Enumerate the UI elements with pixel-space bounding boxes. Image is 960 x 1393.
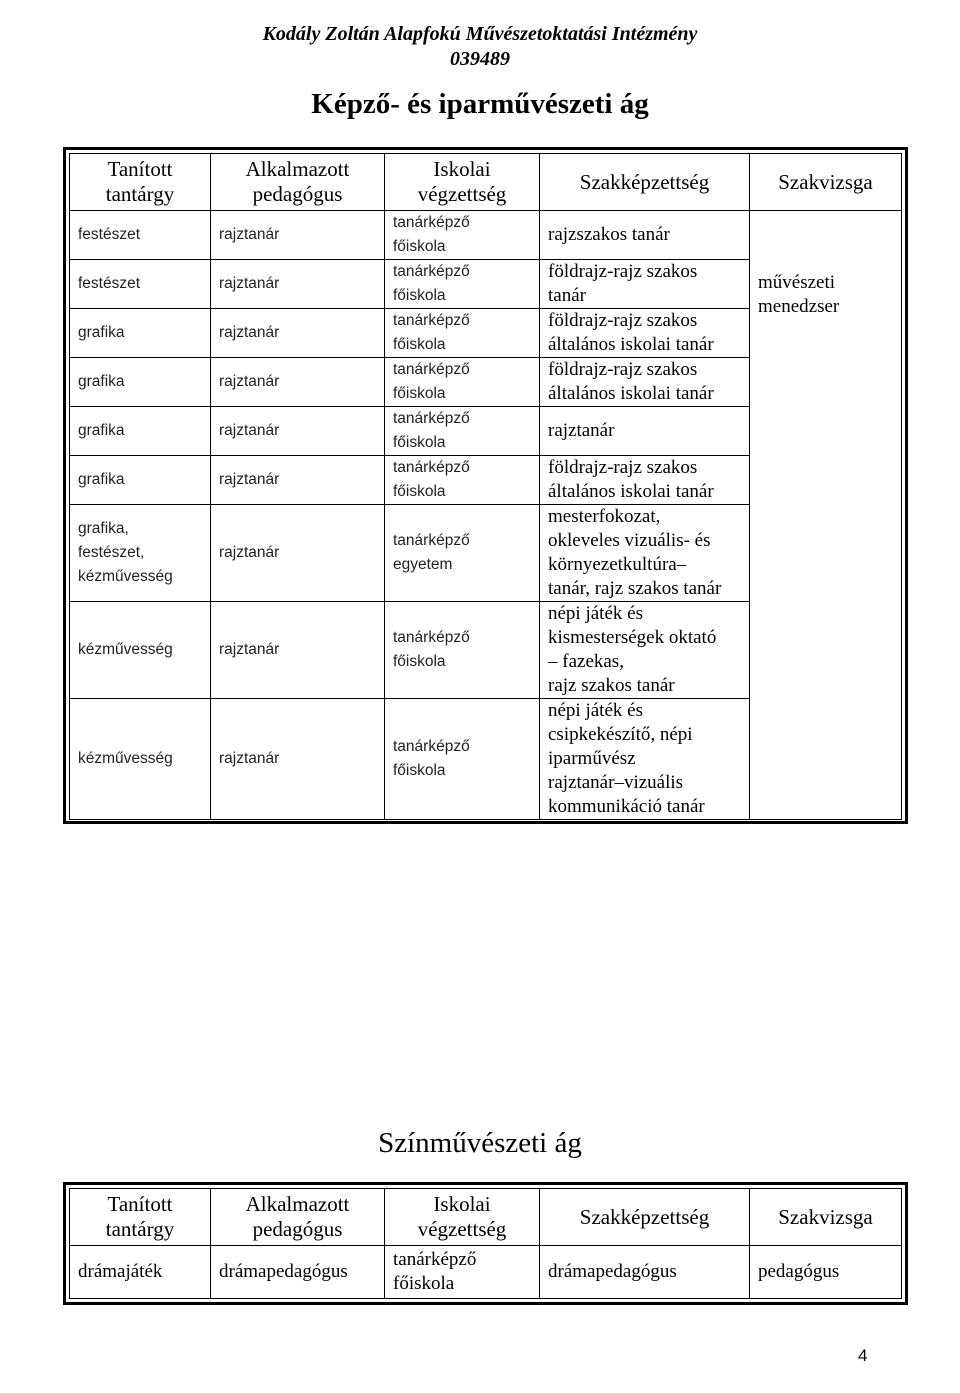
degree-cell: tanárképző főiskola bbox=[385, 1246, 540, 1299]
qualification-cell: földrajz-rajz szakos tanár bbox=[540, 260, 750, 309]
qualification-cell: földrajz-rajz szakos általános iskolai tanár bbox=[540, 358, 750, 407]
degree-cell: tanárképző főiskola bbox=[385, 407, 540, 456]
header-teacher: Alkalmazott pedagógus bbox=[211, 154, 385, 211]
qualification-cell: népi játék és kismesterségek oktató – fazekas, rajz szakos tanár bbox=[540, 602, 750, 699]
qualification-cell: földrajz-rajz szakos általános iskolai tanár bbox=[540, 309, 750, 358]
degree-cell: tanárképző egyetem bbox=[385, 505, 540, 602]
teacher-cell: rajztanár bbox=[211, 260, 385, 309]
institution-id: 039489 bbox=[450, 48, 510, 70]
qualification-cell: földrajz-rajz szakos általános iskolai tanár bbox=[540, 456, 750, 505]
subject-cell: grafika bbox=[70, 407, 211, 456]
degree-cell: tanárképző főiskola bbox=[385, 358, 540, 407]
subject-cell: festészet bbox=[70, 260, 211, 309]
subject-cell: drámajáték bbox=[70, 1246, 211, 1299]
section-title-visual-arts: Képző- és iparművészeti ág bbox=[311, 88, 649, 120]
staff-table-drama bbox=[69, 1188, 902, 1299]
institution-name: Kodály Zoltán Alapfokú Művészetoktatási Intézmény bbox=[262, 23, 698, 45]
qualification-cell: mesterfokozat, okleveles vizuális- és környezetkultúra– tanár, rajz szakos tanár bbox=[540, 505, 750, 602]
table-row bbox=[70, 211, 902, 260]
qualification-cell: drámapedagógus bbox=[540, 1246, 750, 1299]
header-subject: Tanított tantárgy bbox=[70, 1189, 211, 1246]
subject-cell: kézművesség bbox=[70, 699, 211, 820]
exam-cell: művészeti menedzser bbox=[750, 211, 902, 820]
header-teacher: Alkalmazott pedagógus bbox=[211, 1189, 385, 1246]
subject-cell: grafika bbox=[70, 309, 211, 358]
table-header-row bbox=[70, 154, 902, 211]
header-exam: Szakvizsga bbox=[750, 154, 902, 211]
subject-cell: grafika bbox=[70, 358, 211, 407]
degree-cell: tanárképző főiskola bbox=[385, 602, 540, 699]
table-row bbox=[70, 1246, 902, 1299]
subject-cell: kézművesség bbox=[70, 602, 211, 699]
degree-cell: tanárképző főiskola bbox=[385, 699, 540, 820]
staff-table-visual-arts bbox=[69, 153, 902, 820]
qualification-cell: népi játék és csipkekészítő, népi iparművész rajztanár–vizuális kommunikáció tanár bbox=[540, 699, 750, 820]
teacher-cell: rajztanár bbox=[211, 309, 385, 358]
header-exam: Szakvizsga bbox=[750, 1189, 902, 1246]
header-subject: Tanított tantárgy bbox=[70, 154, 211, 211]
degree-cell: tanárképző főiskola bbox=[385, 260, 540, 309]
exam-cell: pedagógus bbox=[750, 1246, 902, 1299]
teacher-cell: drámapedagógus bbox=[211, 1246, 385, 1299]
table-header-row bbox=[70, 1189, 902, 1246]
teacher-cell: rajztanár bbox=[211, 358, 385, 407]
qualification-cell: rajzszakos tanár bbox=[540, 211, 750, 260]
teacher-cell: rajztanár bbox=[211, 602, 385, 699]
subject-cell: grafika, festészet, kézművesség bbox=[70, 505, 211, 602]
teacher-cell: rajztanár bbox=[211, 505, 385, 602]
teacher-cell: rajztanár bbox=[211, 211, 385, 260]
header-qualification: Szakképzettség bbox=[540, 1189, 750, 1246]
degree-cell: tanárképző főiskola bbox=[385, 211, 540, 260]
section-title-drama: Színművészeti ág bbox=[378, 1127, 582, 1159]
degree-cell: tanárképző főiskola bbox=[385, 456, 540, 505]
subject-cell: grafika bbox=[70, 456, 211, 505]
teacher-cell: rajztanár bbox=[211, 699, 385, 820]
header-degree: Iskolai végzettség bbox=[385, 1189, 540, 1246]
qualification-cell: rajztanár bbox=[540, 407, 750, 456]
teacher-cell: rajztanár bbox=[211, 456, 385, 505]
page-number: 4 bbox=[858, 1346, 868, 1365]
teacher-cell: rajztanár bbox=[211, 407, 385, 456]
degree-cell: tanárképző főiskola bbox=[385, 309, 540, 358]
subject-cell: festészet bbox=[70, 211, 211, 260]
header-degree: Iskolai végzettség bbox=[385, 154, 540, 211]
header-qualification: Szakképzettség bbox=[540, 154, 750, 211]
